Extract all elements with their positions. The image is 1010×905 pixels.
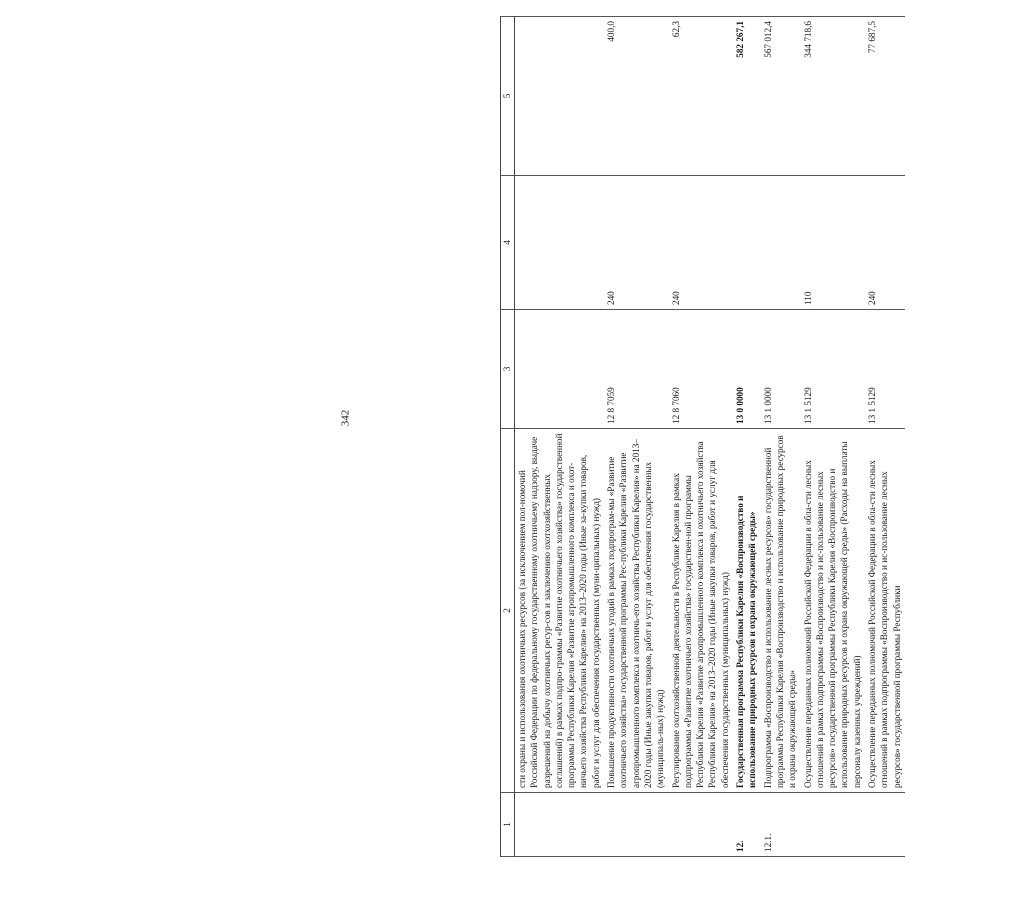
row-code-cell: 12 8 7059	[604, 310, 668, 429]
row-name-cell: Подпрограмма «Воспроизводство и использование лесных ресурсов» государственной программы Республики Карелия «Воспроизводство и использование природных ресурсов и охрана окружающей среды»	[761, 429, 801, 793]
row-number-cell	[515, 793, 605, 857]
row-sum-cell: 400,0	[604, 17, 668, 176]
table-header-row	[501, 17, 515, 857]
page-number: 342	[339, 409, 352, 427]
column-header-4: 4	[501, 176, 515, 310]
row-number-cell	[865, 793, 905, 857]
table-row	[515, 17, 605, 857]
table-body	[515, 17, 905, 857]
row-name-cell: сти охраны и использования охотничьих ресурсов (за исключением пол-номочий Российской Федерации по федеральному государственному охотничьему надзору, выдаче разрешений на добычу охотничьих ресур-сов и заключению охотхозяйственных соглашений) в рамках подпро-граммы «Развитие охотничьего хозяйства» государственной программы Республики Карелия «Развитие агропромышленного комплекса и охот-ничьего хозяйства Республики Карелия» на 2013–2020 годы (Иные за-купки товаров, работ и услуг для обеспечения государственных (муни-ципальных) нужд)	[515, 429, 605, 793]
row-type-cell: 240	[669, 176, 733, 310]
row-code-cell	[515, 310, 605, 429]
row-type-cell: 240	[865, 176, 905, 310]
row-number-cell	[669, 793, 733, 857]
row-number-cell: 12.	[733, 793, 761, 857]
column-header-2: 2	[501, 429, 515, 793]
row-name-cell: Осуществление переданных полномочий Российской Федерации в обла-сти лесных отношений в рамках подпрограммы «Воспроизводство и ис-пользование лесных ресурсов» государственной программы Республики	[865, 429, 905, 793]
row-type-cell: 240	[604, 176, 668, 310]
row-name-cell: Повышение продуктивности охотничьих угодий в рамках подпрограм-мы «Развитие охотничьего хозяйства» государственной программы Рес-публики Карелия «Развитие агропромышленного комплекса и охотничь-его хозяйства Республики Карелия» на 2013–2020 годы (Иные закупки товаров, работ и услуг для обеспечения государственных (муниципаль-ных) нужд)	[604, 429, 668, 793]
table-row	[865, 17, 905, 857]
row-sum-cell	[515, 17, 605, 176]
table-row	[604, 17, 668, 857]
budget-table	[500, 16, 905, 857]
row-type-cell	[515, 176, 605, 310]
row-sum-cell: 62,3	[669, 17, 733, 176]
table-row	[669, 17, 733, 857]
row-number-cell: 12.1.	[761, 793, 801, 857]
budget-table-sheet	[500, 21, 1010, 857]
row-sum-cell: 344 718,6	[801, 17, 865, 176]
row-code-cell: 13 1 0000	[761, 310, 801, 429]
row-type-cell	[761, 176, 801, 310]
column-header-3: 3	[501, 310, 515, 429]
row-name-cell: Регулирование охотхозяйственной деятельности в Республике Карелия в рамках подпрограммы «Развитие охотничьего хозяйства» государствен-ной программы Республики Карелия «Развитие агропромышленного комплекса и охотничьего хозяйства Республики Карелия» на 2013–2020 годы (Иные закупки товаров, работ и услуг для обеспечения государственных (муниципальных) нужд)	[669, 429, 733, 793]
table-row	[801, 17, 865, 857]
row-number-cell	[801, 793, 865, 857]
table-row	[761, 17, 801, 857]
row-sum-cell: 77 687,5	[865, 17, 905, 176]
row-name-cell: Осуществление переданных полномочий Российской Федерации в обла-сти лесных отношений в рамках подпрограммы «Воспроизводство и ис-пользование лесных ресурсов» государственной программы Республики Карелия «Воспроизводство и использование природных ресурсов и охрана окружающей среды» (Расходы на выплаты персоналу казенных учреждений)	[801, 429, 865, 793]
row-type-cell: 110	[801, 176, 865, 310]
row-code-cell: 13 1 5129	[865, 310, 905, 429]
row-sum-cell: 582 267,1	[733, 17, 761, 176]
table-row	[733, 17, 761, 857]
row-number-cell	[604, 793, 668, 857]
row-name-cell: Государственная программа Республики Карелия «Воспроизводство и использование природных ресурсов и охрана окружающей среды»	[733, 429, 761, 793]
column-header-1: 1	[501, 793, 515, 857]
column-header-5: 5	[501, 17, 515, 176]
row-sum-cell: 567 012,4	[761, 17, 801, 176]
row-code-cell: 13 1 5129	[801, 310, 865, 429]
row-type-cell	[733, 176, 761, 310]
row-code-cell: 13 0 0000	[733, 310, 761, 429]
row-code-cell: 12 8 7060	[669, 310, 733, 429]
